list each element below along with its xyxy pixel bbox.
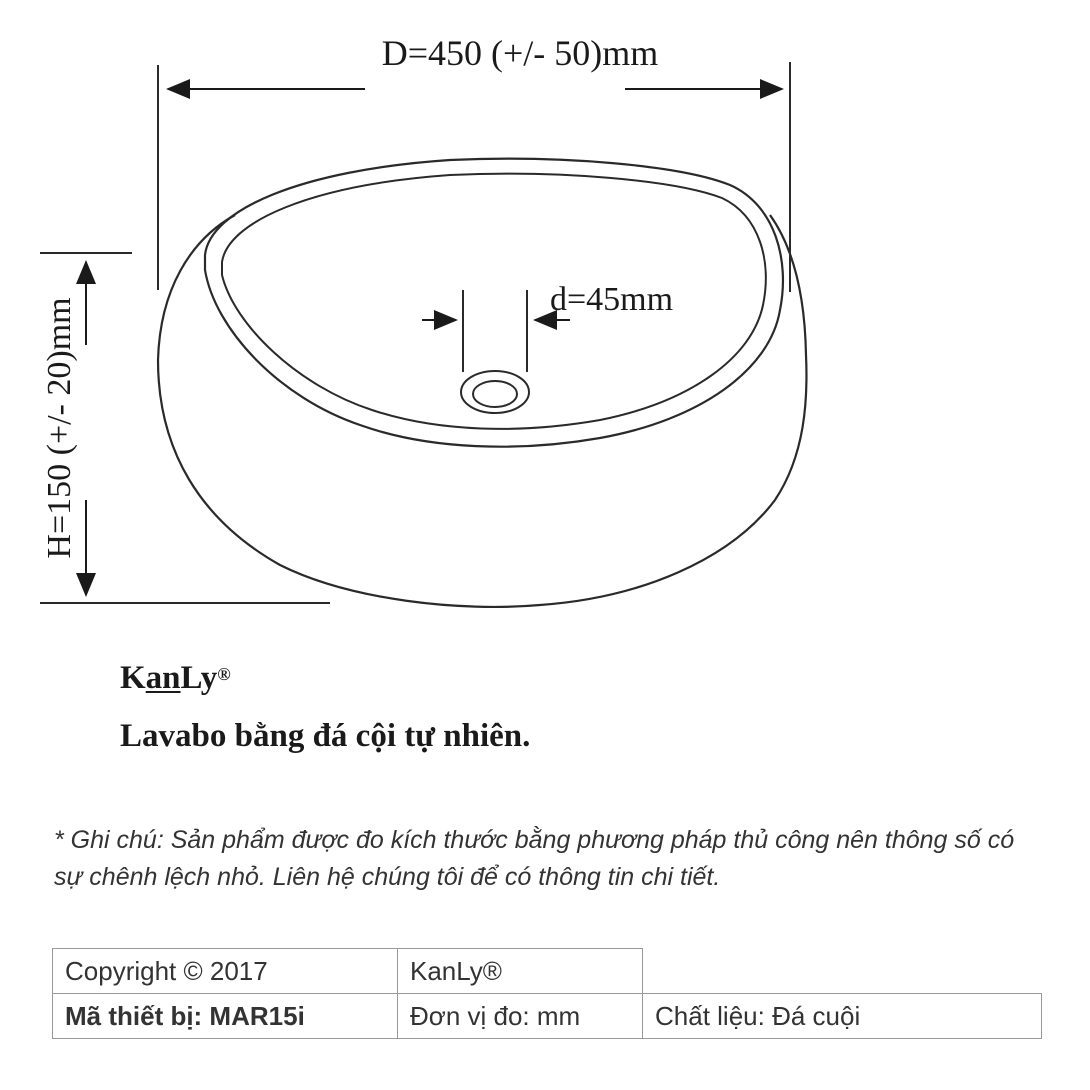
table-row (53, 949, 1042, 994)
table-row (53, 994, 1042, 1039)
height-label: H=150 (+/- 20)mm (41, 297, 78, 559)
drain-inner (473, 381, 517, 407)
basin-rim-outer (205, 159, 783, 447)
product-title: Lavabo bằng đá cội tự nhiên. (120, 718, 531, 754)
unit-cell: Đơn vị đo: mm (398, 994, 643, 1039)
copyright-cell: Copyright © 2017 (53, 949, 398, 994)
empty-cell (643, 949, 1042, 994)
drain-label: d=45mm (550, 281, 674, 318)
basin-rim-inner (222, 174, 766, 429)
brand-cell: KanLy® (398, 949, 643, 994)
registered-mark: ® (217, 664, 231, 684)
brand-name-prefix: K (120, 660, 146, 696)
diameter-label: D=450 (+/- 50)mm (381, 33, 659, 73)
brand-name (120, 660, 231, 696)
brand-name-underlined: an (145, 660, 181, 696)
material-cell: Chất liệu: Đá cuội (643, 994, 1042, 1039)
brand-name-suffix: Ly (180, 660, 218, 696)
measurement-note: * Ghi chú: Sản phẩm được đo kích thước bằng phương pháp thủ công nên thông số có sự chênh lệch nhỏ. Liên hệ chúng tôi để có thông tin chi tiết. (54, 826, 1015, 891)
device-code-cell: Mã thiết bị: MAR15i (53, 994, 398, 1039)
product-info-table (52, 948, 1042, 1039)
